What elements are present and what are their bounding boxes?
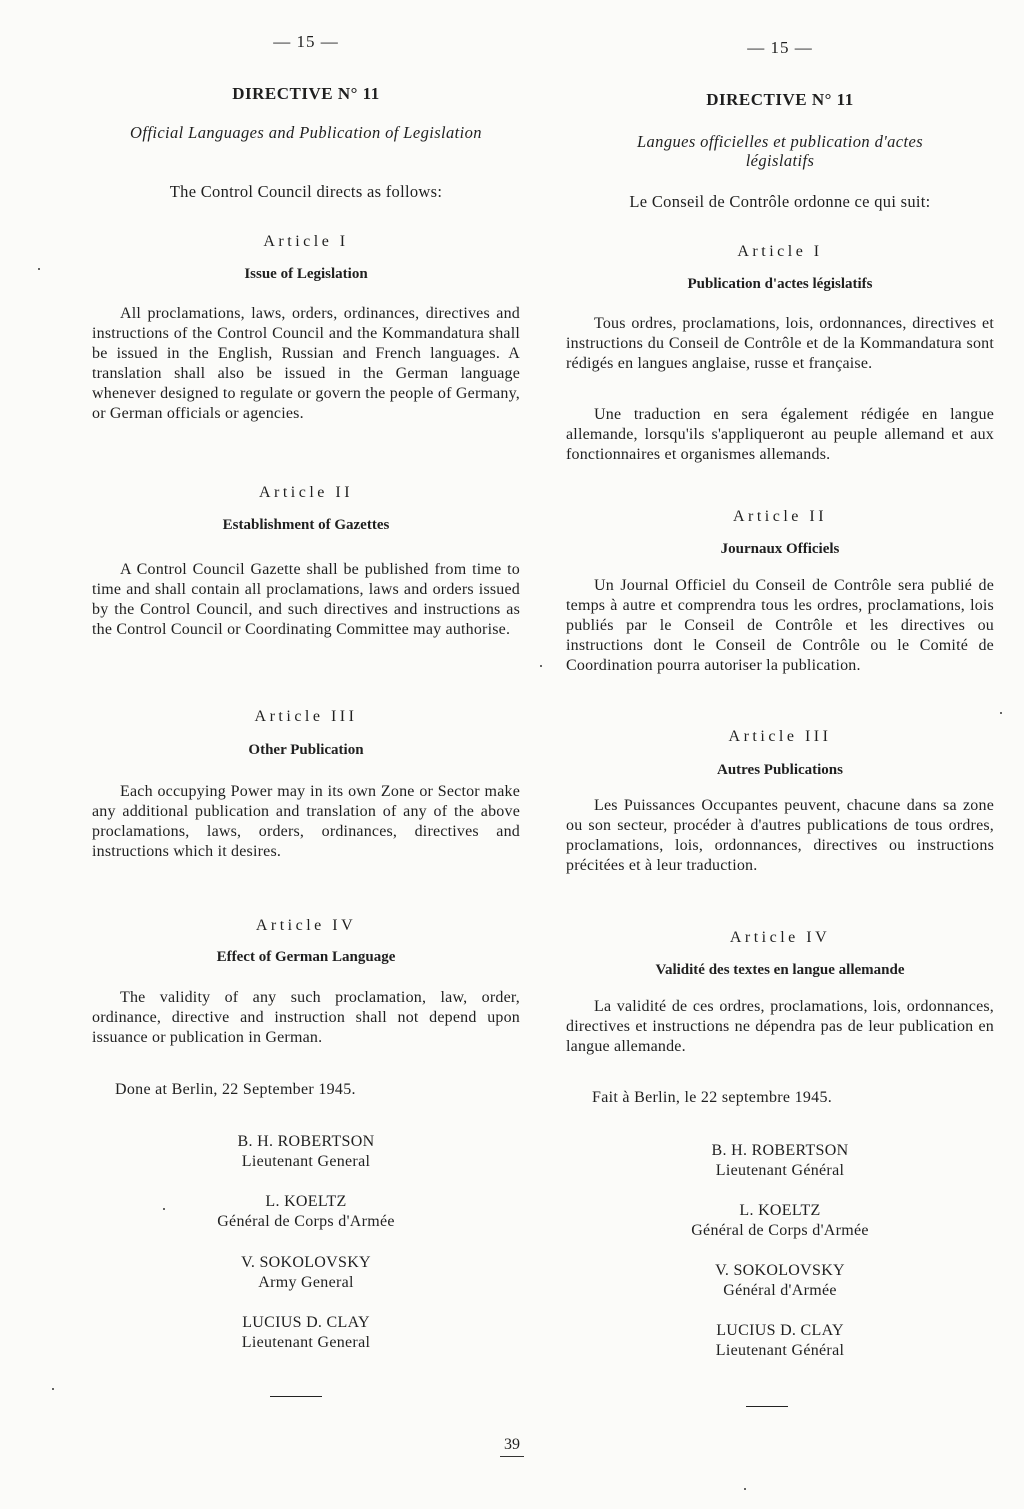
english-page-number: — 15 — (273, 32, 339, 51)
french-signatory-1 (566, 1141, 994, 1181)
footer-page-number (0, 1436, 1024, 1457)
french-subtitle-line-2: législatifs (745, 151, 815, 170)
french-article-3-text: Les Puissances Occupantes peuvent, chacune dans sa zone ou son secteur, procéder à d'autres publications de tous ordres, proclamations, lois, ordonnances, directives ou instructions précitées et à leur traduction. (566, 797, 994, 874)
french-signatory-2 (566, 1201, 994, 1241)
french-intro: Le Conseil de Contrôle ordonne ce qui suit: (629, 192, 931, 211)
french-page-number: — 15 — (747, 38, 813, 57)
signatory-name: B. H. ROBERTSON (237, 1133, 375, 1150)
english-directive-title: DIRECTIVE N° 11 (232, 84, 380, 103)
french-article-4-heading: Validité des textes en langue allemande (655, 962, 905, 978)
french-article-2-heading: Journaux Officiels (720, 541, 840, 557)
english-article-2-heading: Establishment of Gazettes (222, 517, 390, 533)
english-article-4-text: The validity of any such proclamation, law, order, ordinance, directive and instruction shall not depend upon issuance or publication in German. (92, 989, 520, 1046)
signatory-title: Army General (258, 1274, 354, 1291)
french-directive-title: DIRECTIVE N° 11 (706, 90, 854, 109)
french-article-4-label: Article IV (729, 929, 831, 946)
signatory-title: Général de Corps d'Armée (217, 1213, 395, 1230)
french-signatory-3 (566, 1261, 994, 1301)
french-article-3-label: Article III (728, 728, 832, 745)
signatory-name: LUCIUS D. CLAY (242, 1314, 370, 1331)
signatory-name: L. KOELTZ (265, 1193, 347, 1210)
signatory-title: Général de Corps d'Armée (691, 1222, 869, 1239)
french-article-1-label: Article I (737, 243, 823, 260)
signatory-name: V. SOKOLOVSKY (241, 1254, 371, 1271)
english-done-line: Done at Berlin, 22 September 1945. (115, 1081, 356, 1098)
signatory-title: Lieutenant Général (715, 1162, 845, 1179)
french-article-1-heading: Publication d'actes législatifs (687, 276, 873, 292)
french-article-1-text-1: Tous ordres, proclamations, lois, ordonnances, directives et instructions du Conseil de Contrôle et de la Kommandatura sont rédigés en langues anglaise, russe et française. (566, 315, 994, 372)
english-article-1-text: All proclamations, laws, orders, ordinances, directives and instructions of the Control Council and the Kommandatura shall be issued in the English, Russian and French languages. A translation shall also be issued in the German language whenever designed to regulate or govern the people of Germany, or German officials or agencies. (92, 305, 520, 422)
french-article-2-text: Un Journal Officiel du Conseil de Contrôle sera publié de temps à autre et comprendra tous les ordres, proclamations, lois publiés par le Conseil de Contrôle et les directives ou instructions dont le Conseil de Contrôle ou le Comité de Coordination pourra autoriser la publication. (566, 577, 994, 674)
scan-speck (38, 268, 40, 270)
english-article-4-label: Article IV (255, 917, 357, 934)
english-article-3-heading: Other Publication (248, 742, 364, 758)
french-article-3-heading: Autres Publications (717, 762, 843, 778)
french-article-4-text: La validité de ces ordres, proclamations, lois, ordonnances, directives et instructions ne dépendra pas de leur publication en langue allemande. (566, 998, 994, 1055)
scan-speck (744, 1488, 746, 1490)
english-article-4-heading: Effect of German Language (216, 949, 396, 965)
english-article-1-heading: Issue of Legislation (244, 266, 368, 282)
scan-speck (540, 665, 542, 667)
signatory-name: B. H. ROBERTSON (711, 1142, 849, 1159)
english-article-1-label: Article I (263, 233, 349, 250)
french-article-2-label: Article II (732, 508, 828, 525)
signatory-name: L. KOELTZ (739, 1202, 821, 1219)
english-signatory-2 (92, 1192, 520, 1232)
french-article-1-text-2: Une traduction en sera également rédigée en langue allemande, lorsqu'ils s'appliqueront au peuple allemand et aux fonctionnaires et organismes allemands. (566, 406, 994, 463)
english-article-2-text: A Control Council Gazette shall be published from time to time and shall contain all proclamations, laws and orders issued by the Control Council, and such directives and instructions as the Control Council or Coordinating Committee may authorise. (92, 561, 520, 638)
english-closing-rule (270, 1396, 322, 1397)
signatory-title: Lieutenant Général (715, 1342, 845, 1359)
english-signatory-3 (92, 1253, 520, 1293)
english-article-3-label: Article III (254, 708, 358, 725)
english-intro: The Control Council directs as follows: (169, 182, 443, 201)
english-subtitle: Official Languages and Publication of Legislation (130, 123, 482, 142)
scan-speck (52, 1388, 54, 1390)
french-signatory-4 (566, 1321, 994, 1361)
signatory-title: Lieutenant General (241, 1334, 371, 1351)
french-subtitle (566, 132, 994, 170)
signatory-name: LUCIUS D. CLAY (716, 1322, 844, 1339)
french-closing-rule (746, 1406, 788, 1407)
french-subtitle-line-1: Langues officielles et publication d'actes (636, 132, 924, 151)
english-signatory-4 (92, 1313, 520, 1353)
scan-speck (1000, 712, 1002, 714)
signatory-title: Lieutenant General (241, 1153, 371, 1170)
french-done-line: Fait à Berlin, le 22 septembre 1945. (592, 1089, 833, 1106)
english-article-2-label: Article II (258, 484, 354, 501)
english-signatory-1 (92, 1132, 520, 1172)
footer-page-number-text: 39 (500, 1436, 524, 1457)
signatory-title: Général d'Armée (723, 1282, 837, 1299)
signatory-name: V. SOKOLOVSKY (715, 1262, 845, 1279)
scan-speck (163, 1208, 165, 1210)
english-article-3-text: Each occupying Power may in its own Zone or Sector make any additional publication and translation of any of the above proclamations, laws, orders, ordinances, directives and instructions which it desires. (92, 783, 520, 860)
